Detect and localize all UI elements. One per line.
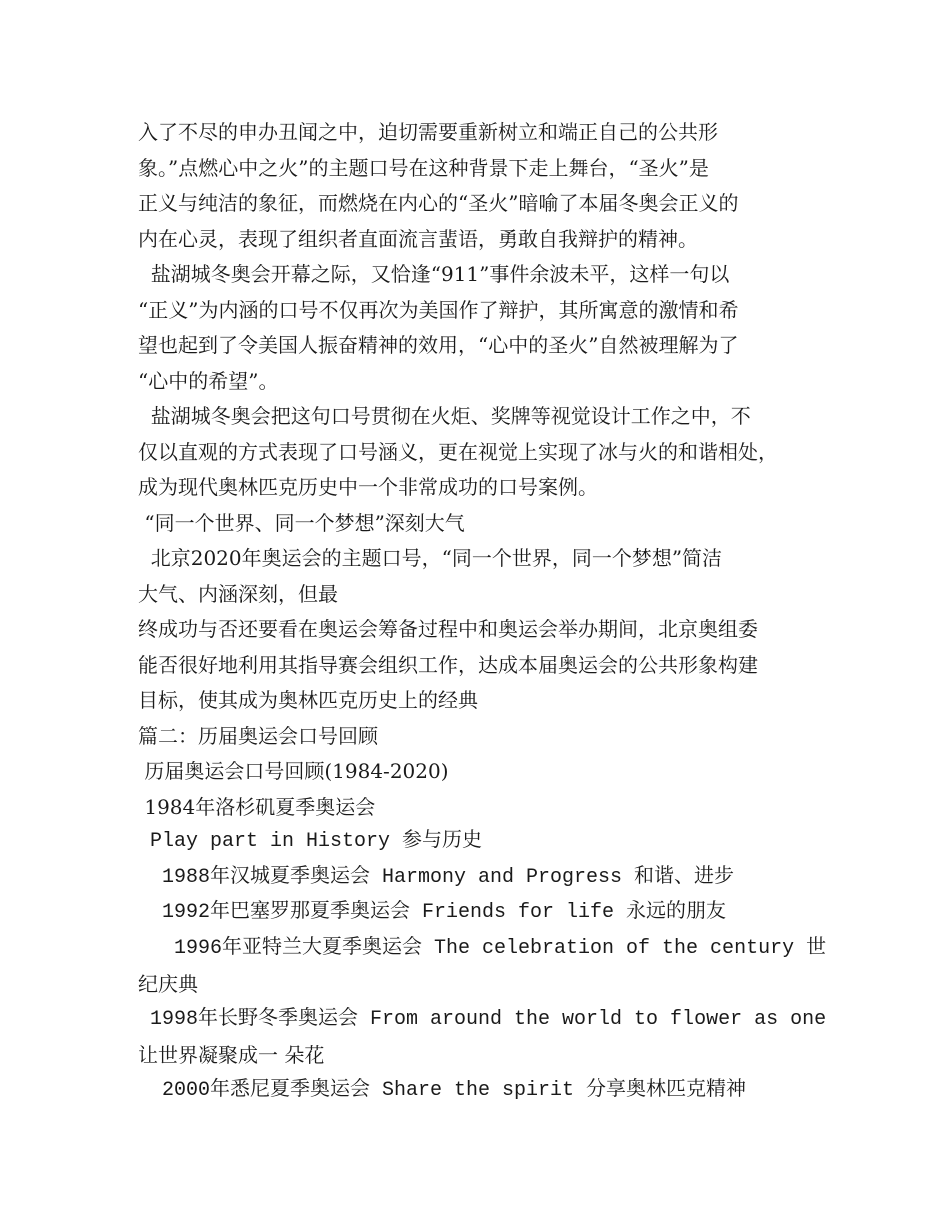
list-item: 1984年洛杉矶夏季奥运会	[138, 795, 376, 819]
list-item: 1998年长野冬季奥运会 From around the world to flower as one	[138, 1008, 827, 1031]
section-heading: “同一个世界、同一个梦想”深刻大气	[138, 511, 465, 535]
list-item: 2000年悉尼夏季奥运会 Share the spirit 分享奥林匹克精神	[138, 1079, 747, 1102]
text-line: 成为现代奥林匹克历史中一个非常成功的口号案例。	[138, 475, 598, 499]
text-line: 正义与纯洁的象征，而燃烧在内心的“圣火”暗喻了本届冬奥会正义的	[138, 191, 739, 215]
part-title: 篇二：历届奥运会口号回顾	[138, 724, 378, 748]
text-line: 入了不尽的申办丑闻之中，迫切需要重新树立和端正自己的公共形	[138, 120, 718, 144]
text-line: 大气、内涵深刻，但最	[138, 582, 338, 606]
text-line: “正义”为内涵的口号不仅再次为美国作了辩护，其所寓意的激情和希	[138, 298, 739, 322]
list-item: 1988年汉城夏季奥运会 Harmony and Progress 和谐、进步	[138, 866, 735, 889]
list-title: 历届奥运会口号回顾(1984-2020)	[138, 759, 449, 783]
text-line: 望也起到了令美国人振奋精神的效用，“心中的圣火”自然被理解为了	[138, 333, 739, 357]
list-item: 1996年亚特兰大夏季奥运会 The celebration of the century 世	[138, 937, 827, 960]
text-line: 能否很好地利用其指导赛会组织工作，达成本届奥运会的公共形象构建	[138, 653, 758, 677]
text-line: 北京2020年奥运会的主题口号，“同一个世界，同一个梦想”简洁	[138, 546, 723, 570]
list-item-continuation: 纪庆典	[138, 972, 198, 996]
text-line: 目标，使其成为奥林匹克历史上的经典	[138, 688, 478, 712]
text-line: 盐湖城冬奥会把这句口号贯彻在火炬、奖牌等视觉设计工作之中，不	[138, 404, 751, 428]
list-item: 1992年巴塞罗那夏季奥运会 Friends for life 永远的朋友	[138, 901, 727, 924]
text-line: 盐湖城冬奥会开幕之际，又恰逢“911”事件余波未平，这样一句以	[138, 262, 730, 286]
text-line: “心中的希望”。	[138, 369, 279, 393]
text-line: 仅以直观的方式表现了口号涵义，更在视觉上实现了冰与火的和谐相处，	[138, 440, 778, 464]
list-item-continuation: 让世界凝聚成一 朵花	[138, 1043, 325, 1067]
text-line: 终成功与否还要看在奥运会筹备过程中和奥运会举办期间，北京奥组委	[138, 617, 758, 641]
text-line: 内在心灵，表现了组织者直面流言蜚语，勇敢自我辩护的精神。	[138, 227, 698, 251]
text-line: 象。”点燃心中之火”的主题口号在这种背景下走上舞台，“圣火”是	[138, 156, 709, 180]
list-item: Play part in History 参与历史	[138, 830, 483, 853]
